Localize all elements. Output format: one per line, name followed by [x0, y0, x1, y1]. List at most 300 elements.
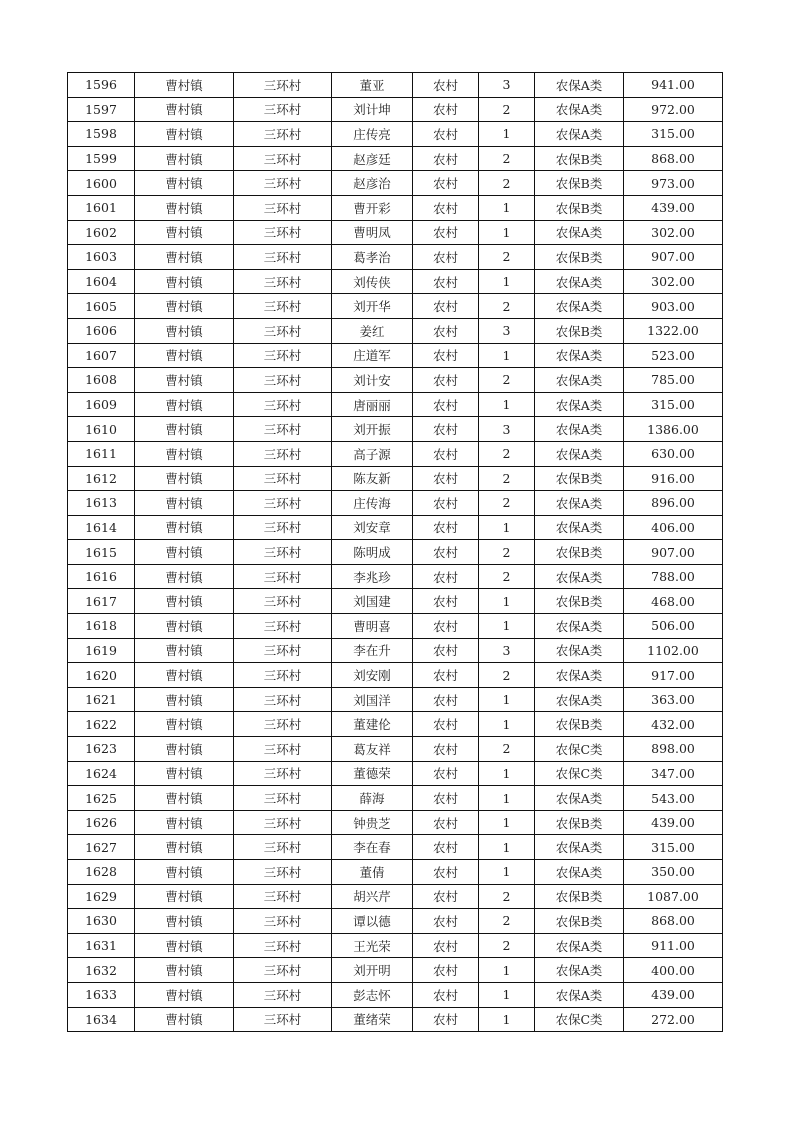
amount-cell: 896.00	[624, 491, 723, 516]
amount-cell: 1386.00	[624, 417, 723, 442]
town-cell: 曹村镇	[135, 614, 234, 639]
insurance-category-cell: 农保B类	[535, 318, 624, 343]
town-cell: 曹村镇	[135, 368, 234, 393]
person-name-cell: 葛友祥	[332, 737, 413, 762]
town-cell: 曹村镇	[135, 318, 234, 343]
village-cell: 三环村	[234, 269, 332, 294]
village-cell: 三环村	[234, 712, 332, 737]
row-number-cell: 1605	[68, 294, 135, 319]
table-row	[68, 220, 723, 245]
family-size-cell: 1	[479, 860, 535, 885]
village-cell: 三环村	[234, 294, 332, 319]
village-cell: 三环村	[234, 761, 332, 786]
row-number-cell: 1604	[68, 269, 135, 294]
insurance-category-cell: 农保A类	[535, 122, 624, 147]
household-type-cell: 农村	[413, 220, 479, 245]
village-cell: 三环村	[234, 73, 332, 98]
household-type-cell: 农村	[413, 958, 479, 983]
person-name-cell: 董德荣	[332, 761, 413, 786]
insurance-category-cell: 农保B类	[535, 712, 624, 737]
town-cell: 曹村镇	[135, 515, 234, 540]
table-row	[68, 171, 723, 196]
row-number-cell: 1633	[68, 982, 135, 1007]
person-name-cell: 刘国建	[332, 589, 413, 614]
village-cell: 三环村	[234, 982, 332, 1007]
family-size-cell: 1	[479, 220, 535, 245]
amount-cell: 1087.00	[624, 884, 723, 909]
row-number-cell: 1613	[68, 491, 135, 516]
row-number-cell: 1603	[68, 245, 135, 270]
family-size-cell: 1	[479, 786, 535, 811]
household-type-cell: 农村	[413, 860, 479, 885]
insurance-category-cell: 农保A类	[535, 638, 624, 663]
family-size-cell: 3	[479, 638, 535, 663]
town-cell: 曹村镇	[135, 810, 234, 835]
row-number-cell: 1614	[68, 515, 135, 540]
table-row	[68, 441, 723, 466]
family-size-cell: 2	[479, 564, 535, 589]
town-cell: 曹村镇	[135, 589, 234, 614]
person-name-cell: 胡兴芹	[332, 884, 413, 909]
family-size-cell: 2	[479, 245, 535, 270]
insurance-category-cell: 农保C类	[535, 761, 624, 786]
insurance-category-cell: 农保A类	[535, 491, 624, 516]
amount-cell: 868.00	[624, 909, 723, 934]
row-number-cell: 1615	[68, 540, 135, 565]
amount-cell: 907.00	[624, 540, 723, 565]
town-cell: 曹村镇	[135, 687, 234, 712]
table-row	[68, 245, 723, 270]
town-cell: 曹村镇	[135, 761, 234, 786]
town-cell: 曹村镇	[135, 466, 234, 491]
table-row	[68, 368, 723, 393]
row-number-cell: 1618	[68, 614, 135, 639]
table-row	[68, 589, 723, 614]
village-cell: 三环村	[234, 515, 332, 540]
row-number-cell: 1624	[68, 761, 135, 786]
person-name-cell: 姜红	[332, 318, 413, 343]
table-body	[68, 73, 723, 1032]
amount-cell: 506.00	[624, 614, 723, 639]
household-type-cell: 农村	[413, 712, 479, 737]
town-cell: 曹村镇	[135, 245, 234, 270]
amount-cell: 898.00	[624, 737, 723, 762]
household-type-cell: 农村	[413, 540, 479, 565]
insurance-category-cell: 农保A类	[535, 392, 624, 417]
family-size-cell: 1	[479, 687, 535, 712]
village-cell: 三环村	[234, 860, 332, 885]
village-cell: 三环村	[234, 392, 332, 417]
household-type-cell: 农村	[413, 835, 479, 860]
insurance-category-cell: 农保A类	[535, 663, 624, 688]
family-size-cell: 2	[479, 884, 535, 909]
table-row	[68, 73, 723, 98]
family-size-cell: 1	[479, 982, 535, 1007]
family-size-cell: 2	[479, 97, 535, 122]
table-row	[68, 663, 723, 688]
household-type-cell: 农村	[413, 614, 479, 639]
amount-cell: 347.00	[624, 761, 723, 786]
insurance-category-cell: 农保A类	[535, 786, 624, 811]
insurance-category-cell: 农保B类	[535, 195, 624, 220]
town-cell: 曹村镇	[135, 933, 234, 958]
village-cell: 三环村	[234, 195, 332, 220]
town-cell: 曹村镇	[135, 540, 234, 565]
amount-cell: 523.00	[624, 343, 723, 368]
family-size-cell: 1	[479, 515, 535, 540]
person-name-cell: 刘国洋	[332, 687, 413, 712]
person-name-cell: 谭以德	[332, 909, 413, 934]
row-number-cell: 1625	[68, 786, 135, 811]
village-cell: 三环村	[234, 835, 332, 860]
village-cell: 三环村	[234, 564, 332, 589]
insurance-category-cell: 农保A类	[535, 933, 624, 958]
amount-cell: 315.00	[624, 835, 723, 860]
amount-cell: 972.00	[624, 97, 723, 122]
person-name-cell: 赵彦廷	[332, 146, 413, 171]
town-cell: 曹村镇	[135, 564, 234, 589]
town-cell: 曹村镇	[135, 909, 234, 934]
table-row	[68, 269, 723, 294]
insurance-category-cell: 农保A类	[535, 982, 624, 1007]
town-cell: 曹村镇	[135, 269, 234, 294]
family-size-cell: 1	[479, 614, 535, 639]
amount-cell: 439.00	[624, 982, 723, 1007]
amount-cell: 315.00	[624, 392, 723, 417]
row-number-cell: 1627	[68, 835, 135, 860]
table-row	[68, 195, 723, 220]
table-row	[68, 97, 723, 122]
amount-cell: 973.00	[624, 171, 723, 196]
family-size-cell: 1	[479, 589, 535, 614]
village-cell: 三环村	[234, 146, 332, 171]
village-cell: 三环村	[234, 687, 332, 712]
household-type-cell: 农村	[413, 417, 479, 442]
town-cell: 曹村镇	[135, 982, 234, 1007]
row-number-cell: 1612	[68, 466, 135, 491]
table-row	[68, 122, 723, 147]
insurance-category-cell: 农保C类	[535, 1007, 624, 1032]
village-cell: 三环村	[234, 441, 332, 466]
insurance-category-cell: 农保A类	[535, 515, 624, 540]
person-name-cell: 刘开明	[332, 958, 413, 983]
table-row	[68, 466, 723, 491]
person-name-cell: 王光荣	[332, 933, 413, 958]
table-row	[68, 982, 723, 1007]
household-type-cell: 农村	[413, 343, 479, 368]
insurance-category-cell: 农保A类	[535, 269, 624, 294]
village-cell: 三环村	[234, 589, 332, 614]
person-name-cell: 董倩	[332, 860, 413, 885]
family-size-cell: 1	[479, 122, 535, 147]
insurance-category-cell: 农保A类	[535, 564, 624, 589]
person-name-cell: 曹明凤	[332, 220, 413, 245]
amount-cell: 432.00	[624, 712, 723, 737]
person-name-cell: 陈友新	[332, 466, 413, 491]
amount-cell: 916.00	[624, 466, 723, 491]
row-number-cell: 1598	[68, 122, 135, 147]
table-row	[68, 884, 723, 909]
town-cell: 曹村镇	[135, 638, 234, 663]
family-size-cell: 2	[479, 368, 535, 393]
town-cell: 曹村镇	[135, 737, 234, 762]
table-row	[68, 860, 723, 885]
family-size-cell: 1	[479, 835, 535, 860]
amount-cell: 350.00	[624, 860, 723, 885]
household-type-cell: 农村	[413, 1007, 479, 1032]
person-name-cell: 庄传亮	[332, 122, 413, 147]
household-type-cell: 农村	[413, 122, 479, 147]
household-type-cell: 农村	[413, 269, 479, 294]
family-size-cell: 2	[479, 540, 535, 565]
person-name-cell: 高子源	[332, 441, 413, 466]
village-cell: 三环村	[234, 97, 332, 122]
row-number-cell: 1607	[68, 343, 135, 368]
village-cell: 三环村	[234, 122, 332, 147]
village-cell: 三环村	[234, 1007, 332, 1032]
row-number-cell: 1602	[68, 220, 135, 245]
family-size-cell: 1	[479, 195, 535, 220]
row-number-cell: 1628	[68, 860, 135, 885]
town-cell: 曹村镇	[135, 712, 234, 737]
village-cell: 三环村	[234, 909, 332, 934]
table-row	[68, 392, 723, 417]
table-row	[68, 786, 723, 811]
household-type-cell: 农村	[413, 515, 479, 540]
amount-cell: 439.00	[624, 810, 723, 835]
table-row	[68, 835, 723, 860]
family-size-cell: 2	[479, 737, 535, 762]
household-type-cell: 农村	[413, 466, 479, 491]
person-name-cell: 曹开彩	[332, 195, 413, 220]
table-row	[68, 343, 723, 368]
household-type-cell: 农村	[413, 884, 479, 909]
amount-cell: 302.00	[624, 220, 723, 245]
row-number-cell: 1617	[68, 589, 135, 614]
amount-cell: 868.00	[624, 146, 723, 171]
village-cell: 三环村	[234, 171, 332, 196]
data-table	[67, 72, 723, 1032]
village-cell: 三环村	[234, 318, 332, 343]
household-type-cell: 农村	[413, 786, 479, 811]
town-cell: 曹村镇	[135, 220, 234, 245]
village-cell: 三环村	[234, 663, 332, 688]
person-name-cell: 董亚	[332, 73, 413, 98]
village-cell: 三环村	[234, 737, 332, 762]
household-type-cell: 农村	[413, 491, 479, 516]
row-number-cell: 1601	[68, 195, 135, 220]
amount-cell: 439.00	[624, 195, 723, 220]
person-name-cell: 李在春	[332, 835, 413, 860]
household-type-cell: 农村	[413, 909, 479, 934]
village-cell: 三环村	[234, 245, 332, 270]
amount-cell: 941.00	[624, 73, 723, 98]
amount-cell: 1102.00	[624, 638, 723, 663]
table-row	[68, 417, 723, 442]
village-cell: 三环村	[234, 491, 332, 516]
town-cell: 曹村镇	[135, 97, 234, 122]
insurance-category-cell: 农保B类	[535, 540, 624, 565]
person-name-cell: 曹明喜	[332, 614, 413, 639]
household-type-cell: 农村	[413, 73, 479, 98]
household-type-cell: 农村	[413, 737, 479, 762]
row-number-cell: 1609	[68, 392, 135, 417]
household-type-cell: 农村	[413, 761, 479, 786]
table-row	[68, 933, 723, 958]
village-cell: 三环村	[234, 958, 332, 983]
insurance-category-cell: 农保A类	[535, 958, 624, 983]
family-size-cell: 1	[479, 1007, 535, 1032]
row-number-cell: 1619	[68, 638, 135, 663]
insurance-category-cell: 农保A类	[535, 368, 624, 393]
table-row	[68, 491, 723, 516]
amount-cell: 400.00	[624, 958, 723, 983]
insurance-category-cell: 农保C类	[535, 737, 624, 762]
row-number-cell: 1629	[68, 884, 135, 909]
household-type-cell: 农村	[413, 318, 479, 343]
person-name-cell: 刘计安	[332, 368, 413, 393]
row-number-cell: 1631	[68, 933, 135, 958]
family-size-cell: 2	[479, 441, 535, 466]
household-type-cell: 农村	[413, 441, 479, 466]
row-number-cell: 1610	[68, 417, 135, 442]
town-cell: 曹村镇	[135, 195, 234, 220]
amount-cell: 468.00	[624, 589, 723, 614]
table-row	[68, 540, 723, 565]
town-cell: 曹村镇	[135, 663, 234, 688]
household-type-cell: 农村	[413, 564, 479, 589]
household-type-cell: 农村	[413, 392, 479, 417]
person-name-cell: 刘开华	[332, 294, 413, 319]
row-number-cell: 1608	[68, 368, 135, 393]
family-size-cell: 1	[479, 392, 535, 417]
household-type-cell: 农村	[413, 195, 479, 220]
household-type-cell: 农村	[413, 638, 479, 663]
insurance-category-cell: 农保A类	[535, 835, 624, 860]
amount-cell: 315.00	[624, 122, 723, 147]
village-cell: 三环村	[234, 368, 332, 393]
insurance-category-cell: 农保A类	[535, 417, 624, 442]
row-number-cell: 1616	[68, 564, 135, 589]
person-name-cell: 葛孝治	[332, 245, 413, 270]
person-name-cell: 刘安刚	[332, 663, 413, 688]
row-number-cell: 1621	[68, 687, 135, 712]
town-cell: 曹村镇	[135, 958, 234, 983]
row-number-cell: 1611	[68, 441, 135, 466]
town-cell: 曹村镇	[135, 122, 234, 147]
insurance-category-cell: 农保B类	[535, 245, 624, 270]
amount-cell: 543.00	[624, 786, 723, 811]
person-name-cell: 庄道军	[332, 343, 413, 368]
row-number-cell: 1632	[68, 958, 135, 983]
household-type-cell: 农村	[413, 663, 479, 688]
village-cell: 三环村	[234, 933, 332, 958]
village-cell: 三环村	[234, 638, 332, 663]
person-name-cell: 刘传侠	[332, 269, 413, 294]
amount-cell: 911.00	[624, 933, 723, 958]
table-row	[68, 1007, 723, 1032]
row-number-cell: 1597	[68, 97, 135, 122]
village-cell: 三环村	[234, 786, 332, 811]
family-size-cell: 3	[479, 73, 535, 98]
family-size-cell: 2	[479, 466, 535, 491]
village-cell: 三环村	[234, 417, 332, 442]
insurance-category-cell: 农保B类	[535, 146, 624, 171]
table-row	[68, 614, 723, 639]
table-row	[68, 515, 723, 540]
household-type-cell: 农村	[413, 687, 479, 712]
row-number-cell: 1634	[68, 1007, 135, 1032]
insurance-category-cell: 农保A类	[535, 294, 624, 319]
family-size-cell: 2	[479, 933, 535, 958]
person-name-cell: 董绪荣	[332, 1007, 413, 1032]
row-number-cell: 1600	[68, 171, 135, 196]
table-row	[68, 810, 723, 835]
amount-cell: 363.00	[624, 687, 723, 712]
person-name-cell: 李兆珍	[332, 564, 413, 589]
insurance-category-cell: 农保A类	[535, 860, 624, 885]
insurance-category-cell: 农保B类	[535, 884, 624, 909]
row-number-cell: 1623	[68, 737, 135, 762]
town-cell: 曹村镇	[135, 1007, 234, 1032]
household-type-cell: 农村	[413, 368, 479, 393]
person-name-cell: 赵彦治	[332, 171, 413, 196]
insurance-category-cell: 农保A类	[535, 441, 624, 466]
family-size-cell: 2	[479, 909, 535, 934]
table-row	[68, 737, 723, 762]
family-size-cell: 2	[479, 294, 535, 319]
household-type-cell: 农村	[413, 171, 479, 196]
person-name-cell: 陈明成	[332, 540, 413, 565]
town-cell: 曹村镇	[135, 860, 234, 885]
amount-cell: 1322.00	[624, 318, 723, 343]
town-cell: 曹村镇	[135, 146, 234, 171]
household-type-cell: 农村	[413, 294, 479, 319]
amount-cell: 917.00	[624, 663, 723, 688]
family-size-cell: 2	[479, 663, 535, 688]
person-name-cell: 薛海	[332, 786, 413, 811]
town-cell: 曹村镇	[135, 294, 234, 319]
insurance-category-cell: 农保B类	[535, 810, 624, 835]
family-size-cell: 1	[479, 810, 535, 835]
table-row	[68, 958, 723, 983]
town-cell: 曹村镇	[135, 171, 234, 196]
row-number-cell: 1630	[68, 909, 135, 934]
insurance-category-cell: 农保A类	[535, 97, 624, 122]
household-type-cell: 农村	[413, 146, 479, 171]
person-name-cell: 董建伦	[332, 712, 413, 737]
village-cell: 三环村	[234, 810, 332, 835]
village-cell: 三环村	[234, 343, 332, 368]
family-size-cell: 1	[479, 343, 535, 368]
town-cell: 曹村镇	[135, 417, 234, 442]
insurance-category-cell: 农保A类	[535, 343, 624, 368]
insurance-category-cell: 农保A类	[535, 73, 624, 98]
row-number-cell: 1596	[68, 73, 135, 98]
table-row	[68, 687, 723, 712]
insurance-category-cell: 农保B类	[535, 466, 624, 491]
amount-cell: 788.00	[624, 564, 723, 589]
table-row	[68, 909, 723, 934]
person-name-cell: 刘开振	[332, 417, 413, 442]
row-number-cell: 1620	[68, 663, 135, 688]
row-number-cell: 1626	[68, 810, 135, 835]
person-name-cell: 刘安章	[332, 515, 413, 540]
amount-cell: 630.00	[624, 441, 723, 466]
person-name-cell: 唐丽丽	[332, 392, 413, 417]
town-cell: 曹村镇	[135, 491, 234, 516]
person-name-cell: 钟贵芝	[332, 810, 413, 835]
